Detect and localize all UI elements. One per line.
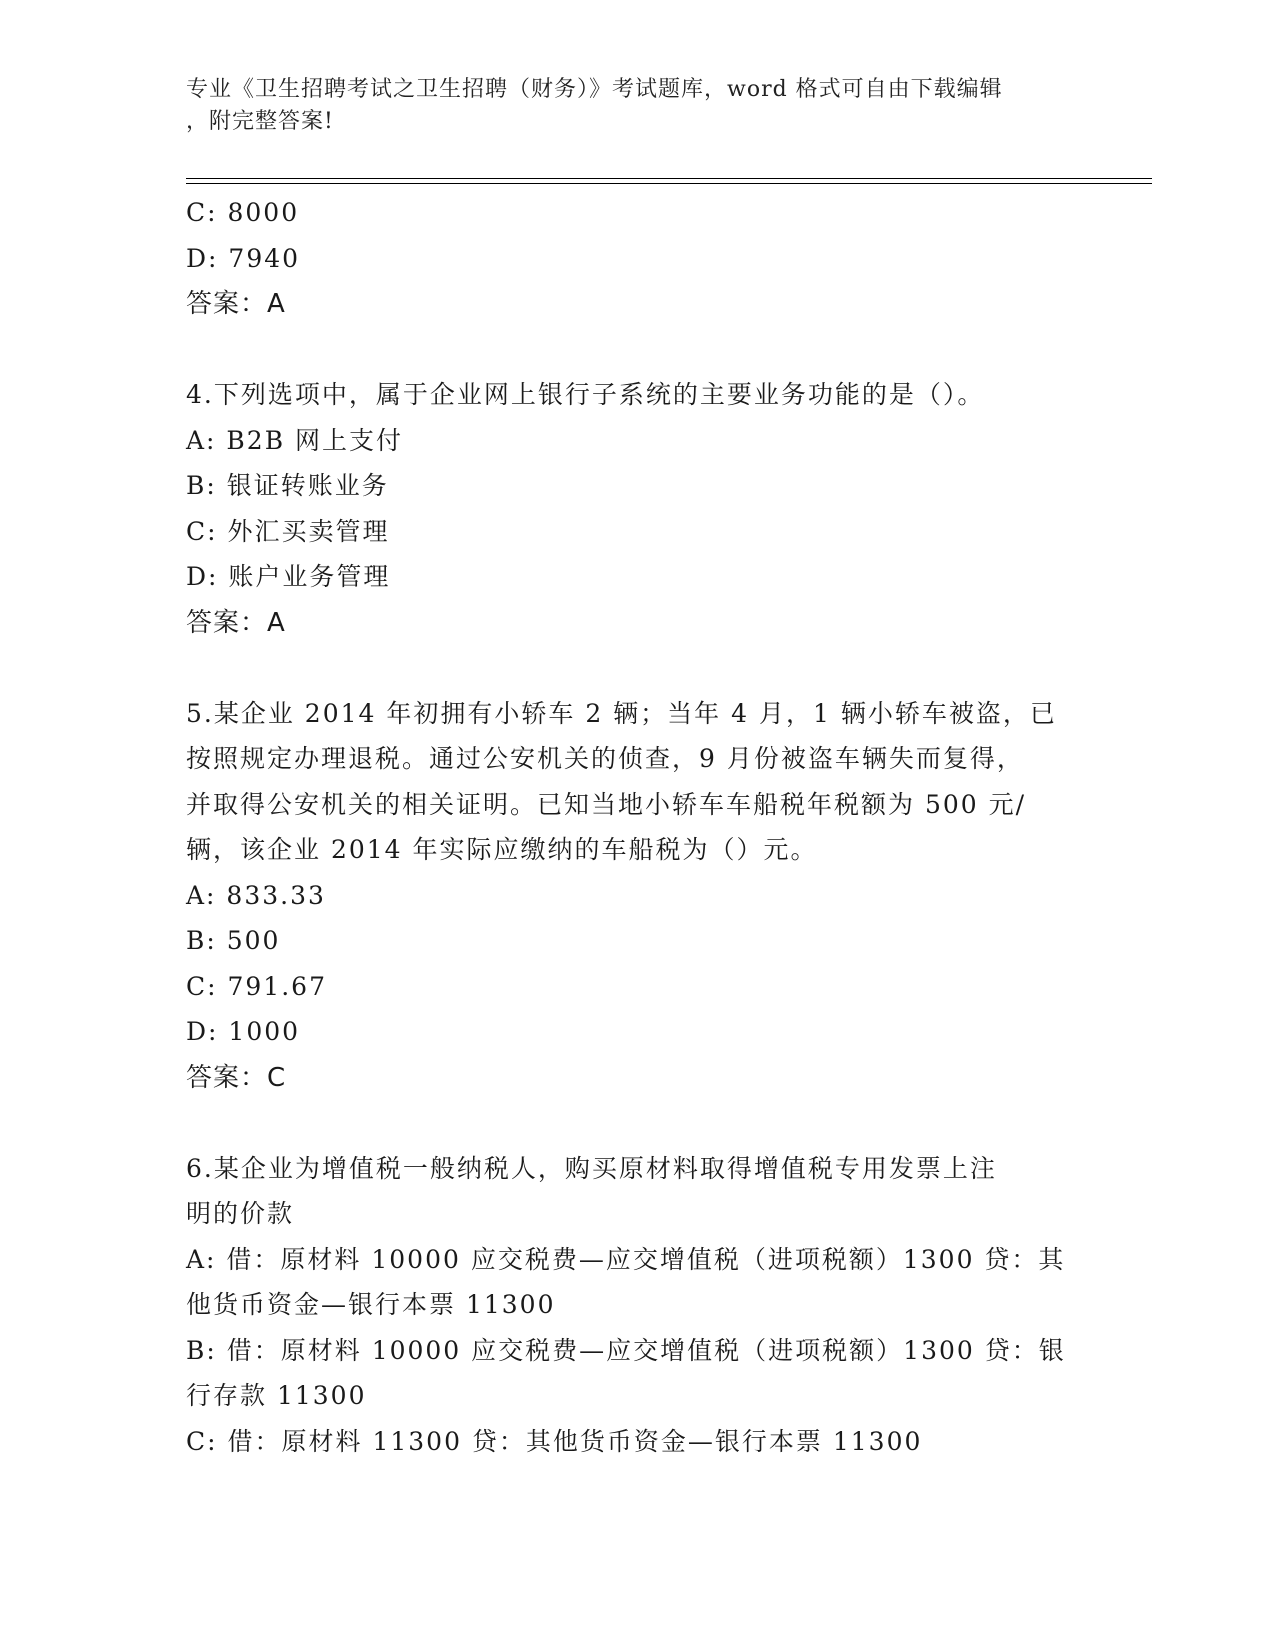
header-line-2: ，附完整答案! [186, 109, 334, 134]
option-d: D: 账户业务管理 [186, 562, 391, 591]
spacer [186, 327, 1086, 372]
spacer [186, 1101, 1086, 1146]
question-4 [186, 372, 1086, 646]
question-5 [186, 691, 1086, 1101]
option-a-line: 他货币资金—银行本票 11300 [186, 1290, 556, 1319]
question-stem-line: 明的价款 [186, 1199, 295, 1228]
question-stem-line: 按照规定办理退税。通过公安机关的侦查，9 月份被盗车辆失而复得， [186, 744, 1024, 773]
question-stem-line: 6.某企业为增值税一般纳税人，购买原材料取得增值税专用发票上注 [186, 1153, 997, 1183]
option-c: C: 791.67 [186, 971, 327, 1001]
option-d: D: 1000 [186, 1017, 301, 1046]
answer-label: 答案：A [186, 607, 286, 638]
header-rule-bottom [186, 183, 1152, 184]
option-c: C: 借：原材料 11300 贷：其他货币资金—银行本票 11300 [186, 1426, 923, 1456]
option-d: D: 7940 [186, 243, 301, 273]
question-stem-line: 并取得公安机关的相关证明。已知当地小轿车车船税年税额为 500 元/ [186, 789, 1027, 819]
header-rule-top [186, 178, 1152, 179]
question-stem-line: 5.某企业 2014 年初拥有小轿车 2 辆；当年 4 月，1 辆小轿车被盗，已 [186, 698, 1057, 728]
question-6 [186, 1146, 1086, 1465]
option-a: A: 833.33 [186, 880, 326, 910]
question-list [186, 190, 1086, 1464]
answer-label: 答案：C [186, 1062, 287, 1093]
option-a-line: A: 借：原材料 10000 应交税费—应交增值税（进项税额）1300 贷：其 [186, 1244, 1066, 1274]
answer-label: 答案：A [186, 289, 286, 319]
option-c: C: 8000 [186, 198, 300, 227]
document-header [186, 74, 1086, 138]
option-a: A: B2B 网上支付 [186, 425, 404, 455]
option-b-line: B: 借：原材料 10000 应交税费—应交增值税（进项税额）1300 贷：银 [186, 1335, 1066, 1365]
question-stem: 4.下列选项中，属于企业网上银行子系统的主要业务功能的是（）。 [186, 380, 985, 409]
option-b: B: 500 [186, 926, 281, 955]
header-line-1: 专业《卫生招聘考试之卫生招聘（财务）》考试题库，word 格式可自由下载编辑 [186, 77, 1003, 102]
option-b-line: 行存款 11300 [186, 1381, 367, 1410]
question-stem-line: 辆，该企业 2014 年实际应缴纳的车船税为（）元。 [186, 835, 818, 864]
option-c: C: 外汇买卖管理 [186, 516, 390, 546]
option-b: B: 银证转账业务 [186, 471, 389, 500]
question-3-tail [186, 190, 1086, 327]
spacer [186, 646, 1086, 691]
